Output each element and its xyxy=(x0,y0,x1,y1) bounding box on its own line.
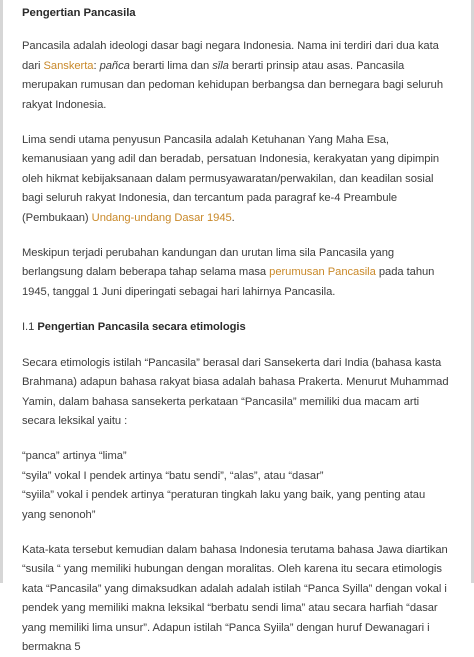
link-uud-1945[interactable]: Undang-undang Dasar 1945 xyxy=(91,211,232,224)
paragraph-history xyxy=(22,244,452,302)
term-panca: pañca xyxy=(99,59,130,72)
paragraph-text: Lima sendi utama penyusun Pancasila adalah Ketuhanan Yang Maha Esa, kemanusiaan yang adil dan beradab, persatuan Indonesia, kerakyatan yang dipimpin oleh hikmat kebijaksanaan dalam permusyawaratan/perwakilan, dan keadilan sosial bagi seluruh rakyat Indonesia, dan tercantum pada paragraf ke-4 Preambule (Pembukaan) xyxy=(22,134,440,224)
section-number: I.1 xyxy=(22,321,38,334)
definition-item-syiila: “syiila” vokal i pendek artinya “peraturan tingkah laku yang baik, yang penting atau yang senonoh” xyxy=(22,489,426,521)
paragraph-text: : xyxy=(93,59,100,72)
paragraph-text: berarti prinsip atau asas. Pancasila merupakan rumusan dan pedoman kehidupan berbangsa dan bernegara bagi seluruh rakyat Indonesia. xyxy=(22,59,444,111)
paragraph-text: Pancasila adalah ideologi dasar bagi negara Indonesia. Nama ini terdiri dari dua kata dari xyxy=(22,40,439,72)
definition-list xyxy=(22,447,452,525)
page-title: Pengertian Pancasila xyxy=(22,7,136,19)
paragraph-text: Meskipun terjadi perubahan kandungan dan urutan lima sila Pancasila yang berlangsung dalam beberapa tahap selama masa xyxy=(22,247,395,279)
paragraph-javanese-meaning: Kata-kata tersebut kemudian dalam bahasa Indonesia terutama bahasa Jawa diartikan “susila “ yang memiliki hubungan dengan moralitas. Oleh karena itu secara etimologis kata “Pancasila” yang dimaksudkan adalah adalah istilah “Panca Syilla” dengan vokal i pendek yang memiliki makna leksikal “berbatu sendi lima” atau secara harfiah “dasar yang memiliki lima unsur”. Adapun istilah “Panca Syiila” dengan huruf Dewanagari i bermakna 5 xyxy=(22,543,448,653)
definition-item-syila: “syila” vokal I pendek artinya “batu sendi”, “alas”, atau “dasar” xyxy=(22,469,324,482)
link-perumusan-pancasila[interactable]: perumusan Pancasila xyxy=(269,266,376,279)
paragraph-text: . xyxy=(231,211,235,224)
paragraph-five-principles xyxy=(22,131,452,228)
term-sila: sīla xyxy=(212,59,229,72)
paragraph-text: pada tahun 1945, tanggal 1 Juni diperingati sebagai hari lahirnya Pancasila. xyxy=(22,266,435,298)
article-content xyxy=(22,4,452,657)
section-heading xyxy=(22,318,452,337)
paragraph-text: berarti lima dan xyxy=(129,59,213,72)
paragraph-intro xyxy=(22,37,452,115)
definition-item-panca: “panca” artinya “lima” xyxy=(22,450,127,463)
section-title: Pengertian Pancasila secara etimologis xyxy=(37,321,246,334)
link-sanskerta[interactable]: Sanskerta xyxy=(43,59,94,72)
paragraph-etymology: Secara etimologis istilah “Pancasila” berasal dari Sansekerta dari India (bahasa kasta Brahmana) adapun bahasa rakyat biasa adalah bahasa Prakerta. Menurut Muhammad Yamin, dalam bahasa sansekerta perkataan “Pancasila” memiliki dua macam arti secara leksikal yaitu : xyxy=(22,356,449,427)
